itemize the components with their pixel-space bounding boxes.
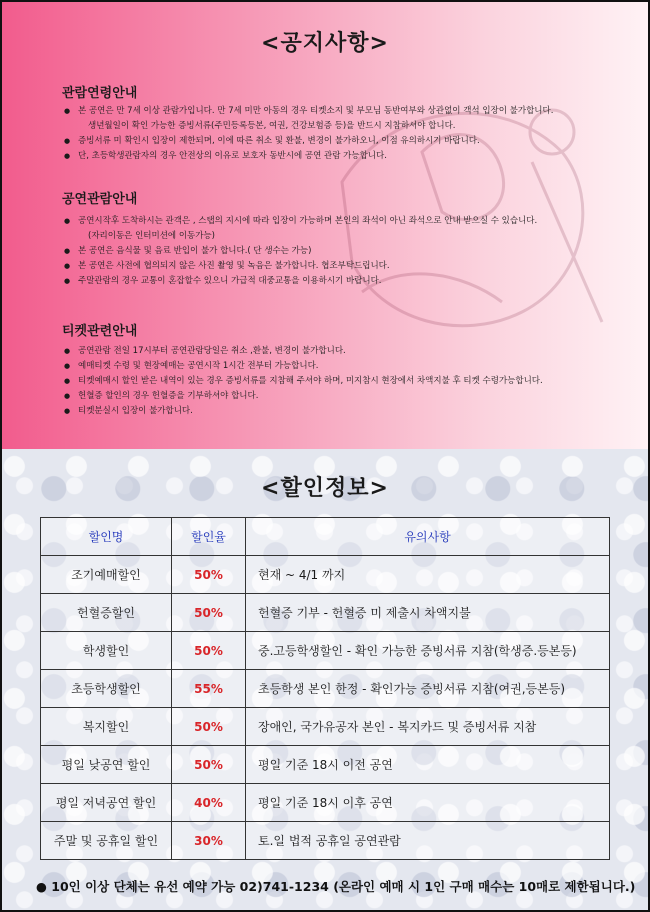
discount-note: 초등학생 본인 한정 - 확인가능 증빙서류 지참(여권,등본등): [246, 670, 610, 708]
list-item: ● 티켓분실시 입장이 불가합니다.: [64, 404, 624, 419]
discount-table: [40, 517, 610, 860]
list-item: ● 티켓예매시 할인 받은 내역이 있는 경우 증빙서류를 지참해 주셔야 하며, 미지참시 현장에서 차액지불 후 티켓 수령가능합니다.: [64, 374, 624, 389]
table-row: [41, 632, 610, 670]
discount-name: 초등학생할인: [41, 670, 172, 708]
list-item: (자리이동은 인터미션에 이동가능): [88, 231, 215, 241]
discount-title: <할인정보>: [261, 476, 389, 501]
discount-rate: 50%: [172, 708, 246, 746]
discount-name: 헌혈증할인: [41, 594, 172, 632]
ticket-items: [64, 344, 624, 419]
discount-rate: 50%: [172, 594, 246, 632]
header-notes: 유의사항: [246, 518, 610, 556]
age-items: [64, 104, 624, 164]
discount-name: 학생할인: [41, 632, 172, 670]
discount-name: 평일 낮공연 할인: [41, 746, 172, 784]
discount-name: 조기예매할인: [41, 556, 172, 594]
group-booking-note: ● 10인 이상 단체는 유선 예약 가능 02)741-1234 (온라인 예매 시 1인 구매 매수는 10매로 제한됩니다.): [36, 879, 636, 894]
discount-section: [2, 449, 648, 910]
list-item: ● 증빙서류 미 확인시 입장이 제한되며, 이에 따른 취소 및 환불, 변경이 불가하오니, 이점 유의하시기 바랍니다.: [64, 134, 624, 149]
table-row: [41, 708, 610, 746]
discount-rate: 55%: [172, 670, 246, 708]
list-item: ● 본 공연은 음식물 및 음료 반입이 불가 합니다.( 단 생수는 가능): [64, 244, 624, 259]
list-item: ● 헌혈증 할인의 경우 헌혈증을 기부하셔야 합니다.: [64, 389, 624, 404]
discount-rate: 50%: [172, 556, 246, 594]
discount-note: 평일 기준 18시 이후 공연: [246, 784, 610, 822]
list-item: ● 공연관람 전일 17시부터 공연관람당일은 취소 ,환불, 변경이 불가합니다.: [64, 344, 624, 359]
notice-title: <공지사항>: [261, 31, 389, 56]
table-row: [41, 746, 610, 784]
section-heading-age: 관람연령안내: [62, 86, 138, 101]
table-header-row: [41, 518, 610, 556]
discount-note: 평일 기준 18시 이전 공연: [246, 746, 610, 784]
table-row: [41, 670, 610, 708]
viewing-items: [64, 214, 624, 289]
discount-rate: 50%: [172, 746, 246, 784]
list-item: 생년월일이 확인 가능한 증빙서류(주민등록등본, 여권, 건강보험증 등)을 반드시 지참하셔야 합니다.: [88, 121, 456, 131]
discount-rate: 50%: [172, 632, 246, 670]
table-row: [41, 822, 610, 860]
table-row: [41, 784, 610, 822]
list-item: ● 예매티켓 수령 및 현장예매는 공연시작 1시간 전부터 가능합니다.: [64, 359, 624, 374]
list-item: ● 주말관람의 경우 교통이 혼잡할수 있으니 가급적 대중교통을 이용하시기 바랍니다.: [64, 274, 624, 289]
discount-name: 평일 저녁공연 할인: [41, 784, 172, 822]
discount-name: 복지할인: [41, 708, 172, 746]
discount-rate: 40%: [172, 784, 246, 822]
discount-note: 중.고등학생할인 - 확인 가능한 증빙서류 지참(학생증.등본등): [246, 632, 610, 670]
list-item: ● 단, 초등학생관람자의 경우 안전상의 이유로 보호자 동반시에 공연 관람 가능합니다.: [64, 149, 624, 164]
discount-note: 헌혈증 기부 - 헌혈증 미 제출시 차액지불: [246, 594, 610, 632]
section-heading-viewing: 공연관람안내: [62, 192, 138, 207]
list-item: ● 본 공연은 사전에 협의되지 않은 사진 촬영 및 녹음은 불가합니다. 협조부탁드립니다.: [64, 259, 624, 274]
table-row: [41, 594, 610, 632]
discount-rate: 30%: [172, 822, 246, 860]
table-row: [41, 556, 610, 594]
list-item: ● 공연시작후 도착하시는 관객은 , 스탭의 지시에 따라 입장이 가능하며 본인의 좌석이 아닌 좌석으로 안내 받으실 수 있습니다.: [64, 214, 624, 229]
list-item: ● 본 공연은 만 7세 이상 관람가입니다. 만 7세 미만 아동의 경우 티켓소지 및 부모님 동반여부와 상관없이 객석 입장이 불가합니다.: [64, 104, 624, 119]
header-discount-name: 할인명: [41, 518, 172, 556]
discount-note: 현재 ~ 4/1 까지: [246, 556, 610, 594]
section-heading-ticket: 티켓관련안내: [62, 324, 138, 339]
discount-note: 장애인, 국가유공자 본인 - 복지카드 및 증빙서류 지참: [246, 708, 610, 746]
discount-name: 주말 및 공휴일 할인: [41, 822, 172, 860]
header-discount-rate: 할인율: [172, 518, 246, 556]
notice-section: [2, 2, 648, 449]
discount-note: 토.일 법적 공휴일 공연관람: [246, 822, 610, 860]
